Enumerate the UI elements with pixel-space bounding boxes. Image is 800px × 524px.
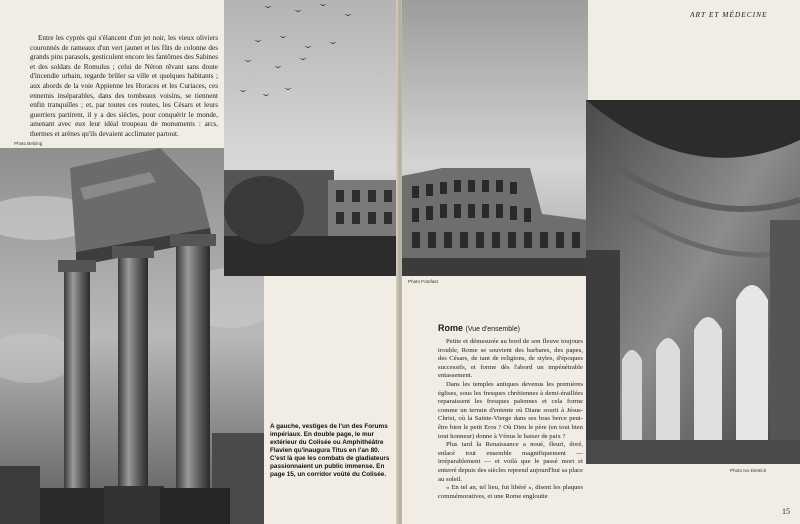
article-title-line [438, 322, 583, 336]
page-number: 15 [782, 507, 790, 516]
article-subtitle: (Vue d'ensemble) [465, 326, 520, 333]
intro-paragraph: Entre les cyprès qui s'élancent d'un jet noir, les vieux oliviers couronnés de rameaux d'un vert jaunet et les fûts de colonne des grands pins parasols, gesticulent encore les fantômes des Sabines et des soldats de Romulus ; celui de Néron rêvant sans doute d'incendie urbain, regarde brûler sa ville et quelques habitants ; aux abords de la voie Appienne les Horaces et les Curiaces, ces ennemis inséparables, dans des tombeaux voisins, se tiennent enfin tranquilles ; et, par toutes ces routes, les Césars et leurs guerriers partirent, il y a des siècles, pour conquérir le monde, amenant avec eux leur idéal troupeau de monuments : arcs, thermes et arènes qu'ils devaient acclimater partout. [30, 34, 218, 138]
colosseum-exterior-photo-right [402, 0, 588, 276]
photo-credit-colosseum: Photo Fotofast [408, 279, 438, 284]
photo-credit-corridor: Photo Ivo Dietrich [730, 468, 767, 473]
left-page [0, 0, 398, 524]
article-title: Rome [438, 323, 464, 333]
section-header: ART ET MÉDECINE [690, 10, 768, 19]
colosseum-corridor-photo [586, 100, 800, 464]
article-paragraph-1: Petite et démesurée au bord de son fleuve toujours trouble, Rome se souvient des barbares, des papes, des Césars, de tant de religions, de styles, d'époques successifs, et forme dès l'abord un impénétrable entassement. [438, 338, 583, 380]
article-paragraph-3: Plus tard la Renaissance a noué, fleuri, doré, enlacé tout ensemble magnifiquement — irréparablement — et voilà que le passé mort et enterré depuis des siècles reprend aujourd'hui sa place au soleil. [438, 441, 583, 483]
colosseum-exterior-photo-left [224, 0, 398, 276]
photo-credit-forum: Photo Belzing [14, 141, 43, 146]
right-page [402, 0, 800, 524]
photo-caption: A gauche, vestiges de l'un des Forums impériaux. En double page, le mur extérieur du Colisée ou Amphithéâtre Flavien qu'inaugura Titus en l'an 80. C'est là que les combats de gladiateurs passionnaient un public immense. En page 15, un corridor voûté du Colisée. [270, 423, 390, 478]
article-body [438, 322, 583, 501]
article-paragraph-2: Dans les temples antiques devenus les premières églises, sous les fresques chrétiennes à demi-éraillées reparaissent les fresques païennes et cela forme comme un terrain d'entente où Diane sourit à Jésus-Christ, où la Sainte-Vierge dans ses bras berce peut-être bien le petit Eros ? Où Dieu le père (en tout bien tout honneur) donne à Vénus le baiser de paix ? [438, 380, 583, 440]
caption-panel [264, 276, 398, 524]
article-paragraph-4: « En tel an, tel lieu, fut libéré », disent les plaques commémoratives, et une Rome engloutie [438, 484, 583, 500]
